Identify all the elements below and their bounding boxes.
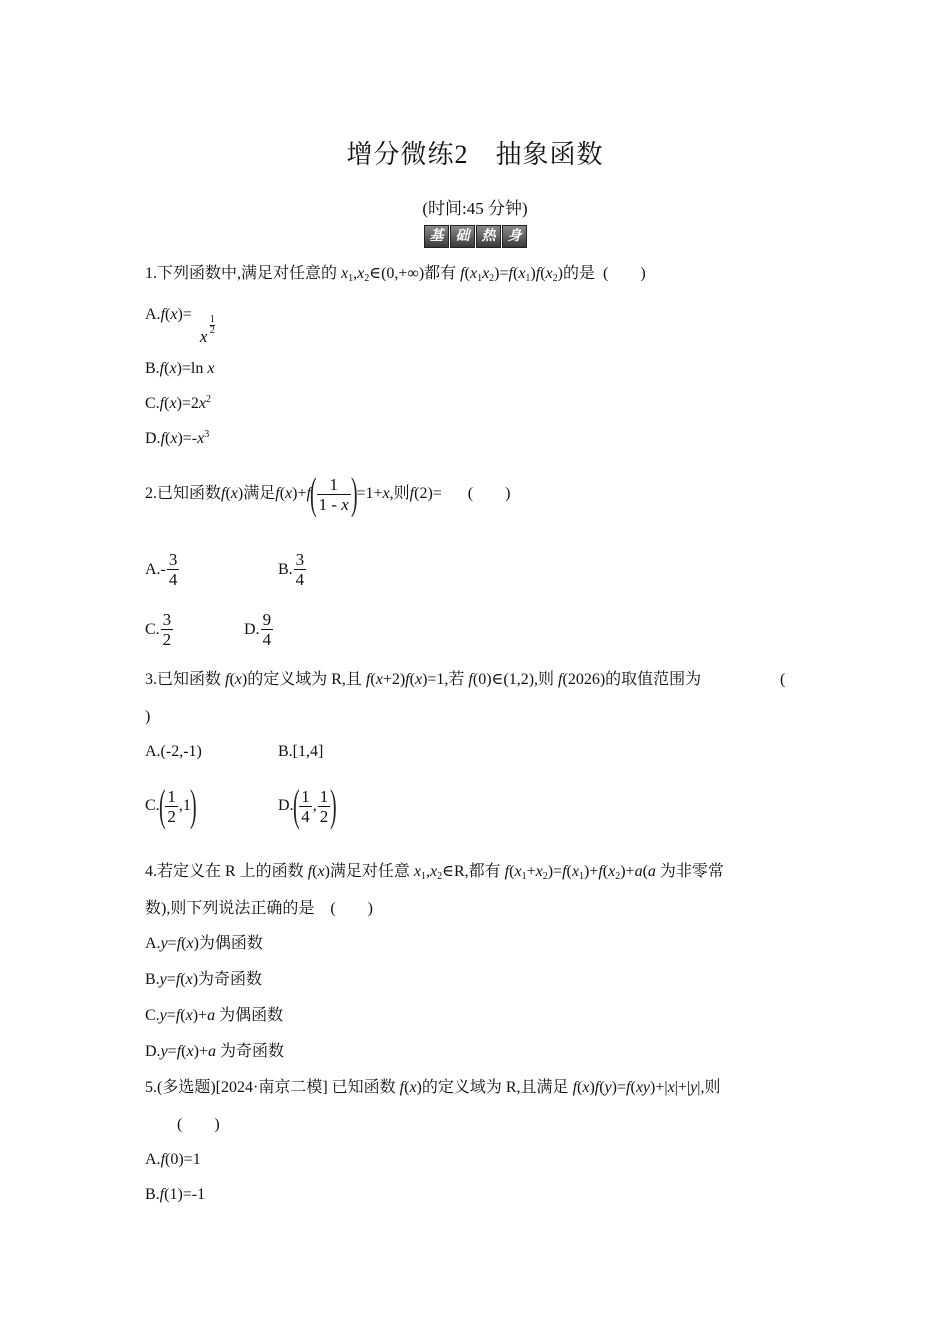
q3-option-d: D. ( $\frac{1}{4}$ , $\frac{1}{2}$ ) — [278, 781, 337, 830]
q2-stem: 2.已知函数 f ( x ) 满足 f ( x )+ f ( $\frac{1}{1 - x}$ ) =1+ x ,则 f (2)= ( ) — [145, 469, 511, 518]
page-title: 增分微练2 抽象函数 — [346, 140, 604, 169]
answer-blank: ( ) — [602, 265, 646, 282]
answer-blank: ( ) — [467, 485, 511, 502]
q4-option-d: D.y=f(x)+a 为奇函数 — [145, 1043, 284, 1060]
q5-option-a: A.f(0)=1 — [145, 1151, 201, 1168]
q3-stem: 3.已知函数 f(x)的定义域为 R,且 f(x+2)f(x)=1,若 f(0)∈(1,2),则 f(2026)的取值范围为 ( — [145, 671, 786, 688]
answer-blank: ( ) — [177, 1116, 220, 1133]
badge-char: 热 — [476, 225, 501, 248]
q3-option-b: B.[1,4] — [278, 743, 324, 760]
q4-option-c: C.y=f(x)+a 为偶函数 — [145, 1007, 284, 1024]
q1-option-d: $D.f(x)=-x^3$ — [145, 429, 210, 447]
q4-stem-line1: 4.若定义在 R 上的函数 f(x)满足对任意 $x_1,x_2\in R$,都有 $f(x_1+x_2)=f(x_1)+f(x_2)+a(a$ 为非零常 — [145, 863, 724, 882]
answer-blank-close: ) — [145, 708, 151, 725]
q1-stem: 1.下列函数中,满足对任意的 $x_1,x_2\in(0,+\infty)$都有 $f(x_1x_2)=f(x_1)f(x_2)$的是 ( ) — [145, 265, 646, 284]
q4-option-b: B.y=f(x)为奇函数 — [145, 971, 263, 988]
q1-option-c: $C.f(x)=2x^2$ — [145, 394, 212, 412]
answer-blank-open: ( — [780, 671, 786, 688]
q1-option-b: B.f(x)=ln x — [145, 360, 215, 377]
q2-option-a: A.- $\frac{3}{4}$ — [145, 550, 178, 589]
q3-option-c: C. ( $\frac{1}{2}$ ,1 ) — [145, 781, 197, 830]
time-limit: (时间:45 分钟) — [422, 199, 528, 218]
q2-option-d: D. $\frac{9}{4}$ — [244, 610, 272, 649]
q4-option-a: A.y=f(x)为偶函数 — [145, 935, 263, 952]
badge-char: 基 — [424, 225, 449, 248]
section-badge — [424, 225, 527, 248]
badge-char: 身 — [502, 225, 527, 248]
answer-blank: ( ) — [330, 900, 374, 917]
q5-option-b: B.f(1)=-1 — [145, 1186, 206, 1203]
q1-option-a: A.f(x)= x 1 2 — [145, 306, 215, 346]
q5-stem: 5.(多选题)[2024·南京二模] 已知函数 f(x)的定义域为 R,且满足 f(x)f(y)=f(xy)+|x|+|y|,则 — [145, 1079, 721, 1096]
q3-option-a: A.(-2,-1) — [145, 743, 202, 760]
badge-char: 础 — [450, 225, 475, 248]
q4-stem-line2: 数),则下列说法正确的是 ( ) — [145, 900, 374, 917]
q2-option-b: B. $\frac{3}{4}$ — [278, 550, 305, 589]
q2-option-c: C. $\frac{3}{2}$ — [145, 610, 172, 649]
